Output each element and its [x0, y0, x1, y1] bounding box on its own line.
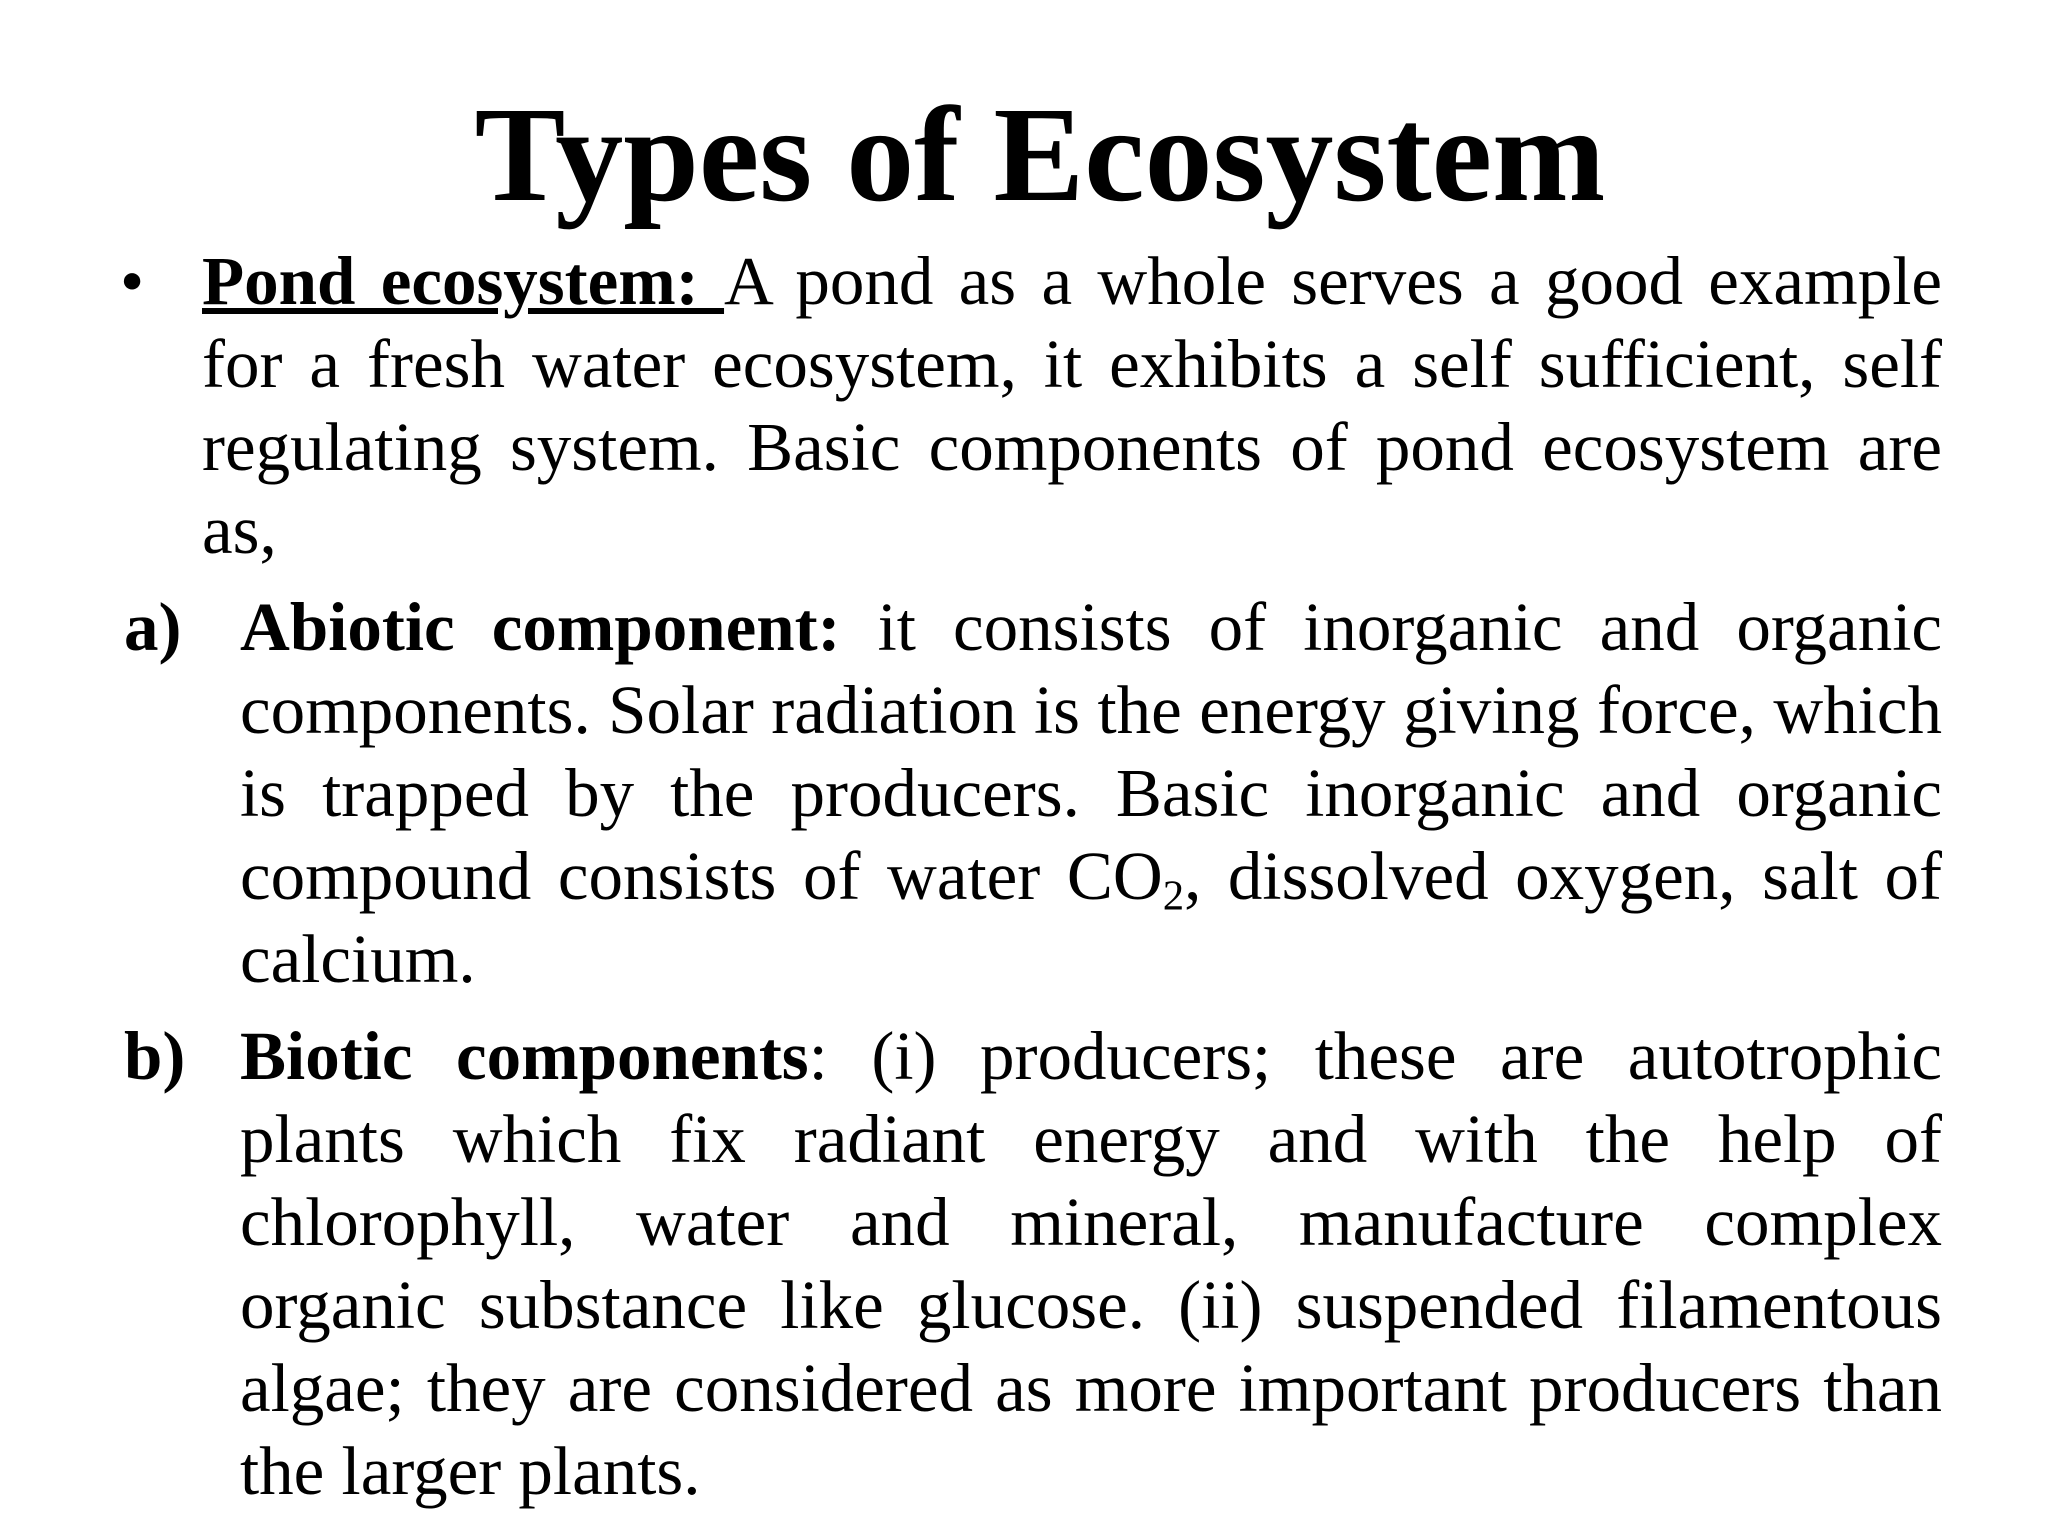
biotic-components-heading: Biotic components [240, 1018, 809, 1094]
biotic-components-description: : (i) producers; these are autotrophic plants which fix radiant energy and with the help of chlorophyll, water and mineral, manufacture complex organic substance like glucose. (ii) suspended filamentous algae; they are considered as more important producers than the larger plants. [240, 1018, 1942, 1509]
biotic-components-text [240, 1015, 1942, 1513]
abiotic-component-description: it consists of inorganic and organic components. Solar radiation is the energy giving force, which is trapped by the producers. Basic inorganic and organic compound consists of water CO [240, 589, 1942, 914]
pond-ecosystem-text [202, 240, 1942, 572]
list-marker-b: b) [124, 1018, 186, 1094]
slide-title: Types of Ecosystem [474, 80, 1606, 230]
list-marker-a: a) [124, 589, 182, 665]
co2-subscript: 2 [1162, 872, 1185, 920]
abiotic-component-heading: Abiotic component: [240, 589, 841, 665]
pond-ecosystem-heading: Pond ecosystem: [202, 243, 725, 319]
abiotic-component-description-end: , dissolved oxygen, salt of calcium. [240, 838, 1942, 997]
abiotic-component-text [240, 586, 1942, 1001]
pond-ecosystem-description: A pond as a whole serves a good example for a fresh water ecosystem, it exhibits a self sufficient, self regulating system. Basic components of pond ecosystem are as, [202, 243, 1942, 568]
bullet-marker: • [120, 243, 145, 319]
